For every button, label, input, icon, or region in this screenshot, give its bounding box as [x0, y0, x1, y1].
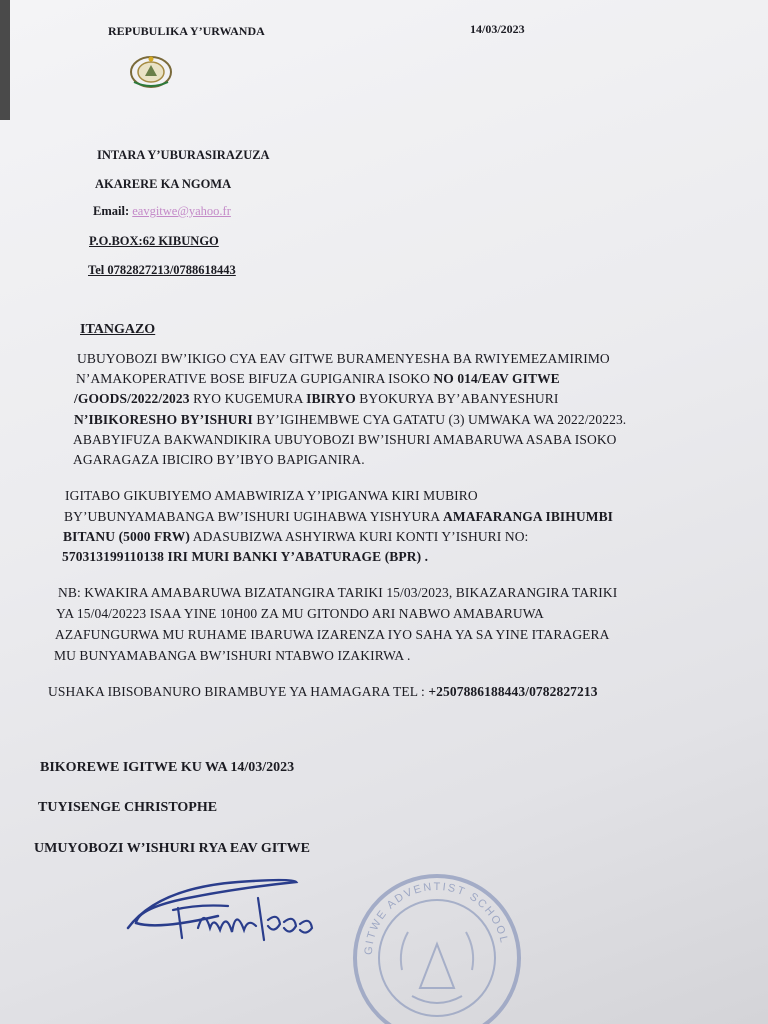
p3-line-2: YA 15/04/20223 ISAA YINE 10H00 ZA MU GITONDO ARI NABWO AMABARUWA — [56, 606, 544, 621]
signatory-role: UMUYOBOZI W’ISHURI RYA EAV GITWE — [34, 841, 310, 856]
p1-line-2: N’AMAKOPERATIVE BOSE BIFUZA GUPIGANIRA ISOKO NO 014/EAV GITWE — [76, 371, 560, 386]
country-header: REPUBULIKA Y’URWANDA — [108, 24, 265, 38]
province-line: INTARA Y’UBURASIRAZUZA — [97, 148, 270, 162]
p3-line-3: AZAFUNGURWA MU RUHAME IBARUWA IZARENZA IYO SAHA YA SA YINE ITARAGERA — [55, 627, 610, 642]
rwanda-coat-of-arms-icon — [128, 54, 174, 90]
p1-line-6: AGARAGAZA IBICIRO BY’IBYO BAPIGANIRA. — [73, 452, 365, 467]
stamp-text: GITWE ADVENTIST SCHOOL — [362, 880, 511, 956]
pobox-line: P.O.BOX:62 KIBUNGO — [89, 234, 219, 248]
p1-line-4: N’IBIKORESHO BY’ISHURI BY’IGIHEMBWE CYA GATATU (3) UMWAKA WA 2022/20223. — [74, 412, 627, 427]
p1-line-1: UBUYOBOZI BW’IKIGO CYA EAV GITWE BURAMENYESHA BA RWIYEMEZAMIRIMO — [77, 351, 610, 366]
contact-phone: +2507886188443/0782827213 — [428, 684, 598, 699]
notice-title: ITANGAZO — [80, 322, 156, 337]
email-line — [93, 204, 231, 219]
header-date: 14/03/2023 — [470, 22, 525, 36]
p3-line-4: MU BUNYAMABANGA BW’ISHURI NTABWO IZAKIRWA . — [54, 648, 411, 663]
contact-line: USHAKA IBISOBANURO BIRAMBUYE YA HAMAGARA TEL : +2507886188443/0782827213 — [48, 684, 598, 699]
p1-line-5: ABABYIFUZA BAKWANDIKIRA UBUYOBOZI BW’ISHURI AMABARUWA ASABA ISOKO — [73, 432, 617, 447]
school-stamp-icon — [342, 860, 532, 1024]
p2-line-3: BITANU (5000 FRW) ADASUBIZWA ASHYIRWA KURI KONTI Y’ISHURI NO: — [63, 529, 529, 544]
signatory-name: TUYISENGE CHRISTOPHE — [38, 800, 218, 815]
bank-account-line: 570313199110138 IRI MURI BANKI Y’ABATURAGE (BPR) . — [62, 549, 429, 564]
p2-line-2: BY’UBUNYAMABANGA BW’ISHURI UGIHABWA YISHYURA AMAFARANGA IBIHUMBI — [64, 509, 614, 524]
email-link[interactable]: eavgitwe@yahoo.fr — [132, 204, 231, 218]
place-date-line: BIKOREWE IGITWE KU WA 14/03/2023 — [40, 760, 295, 775]
handwritten-signature-icon — [118, 868, 328, 958]
p1-line-3: /GOODS/2022/2023 RYO KUGEMURA IBIRYO BYOKURYA BY’ABANYESHURI — [74, 391, 559, 406]
district-line: AKARERE KA NGOMA — [95, 177, 232, 191]
telephone-line: Tel 0782827213/0788618443 — [88, 263, 236, 277]
p3-line-1: NB: KWAKIRA AMABARUWA BIZATANGIRA TARIKI 15/03/2023, BIKAZARANGIRA TARIKI — [58, 585, 618, 600]
email-label: Email: — [93, 204, 133, 218]
tender-number: NO 014/EAV GITWE — [433, 371, 560, 386]
background-edge — [0, 0, 10, 120]
p2-line-1: IGITABO GIKUBIYEMO AMABWIRIZA Y’IPIGANWA KIRI MUBIRO — [65, 488, 478, 503]
